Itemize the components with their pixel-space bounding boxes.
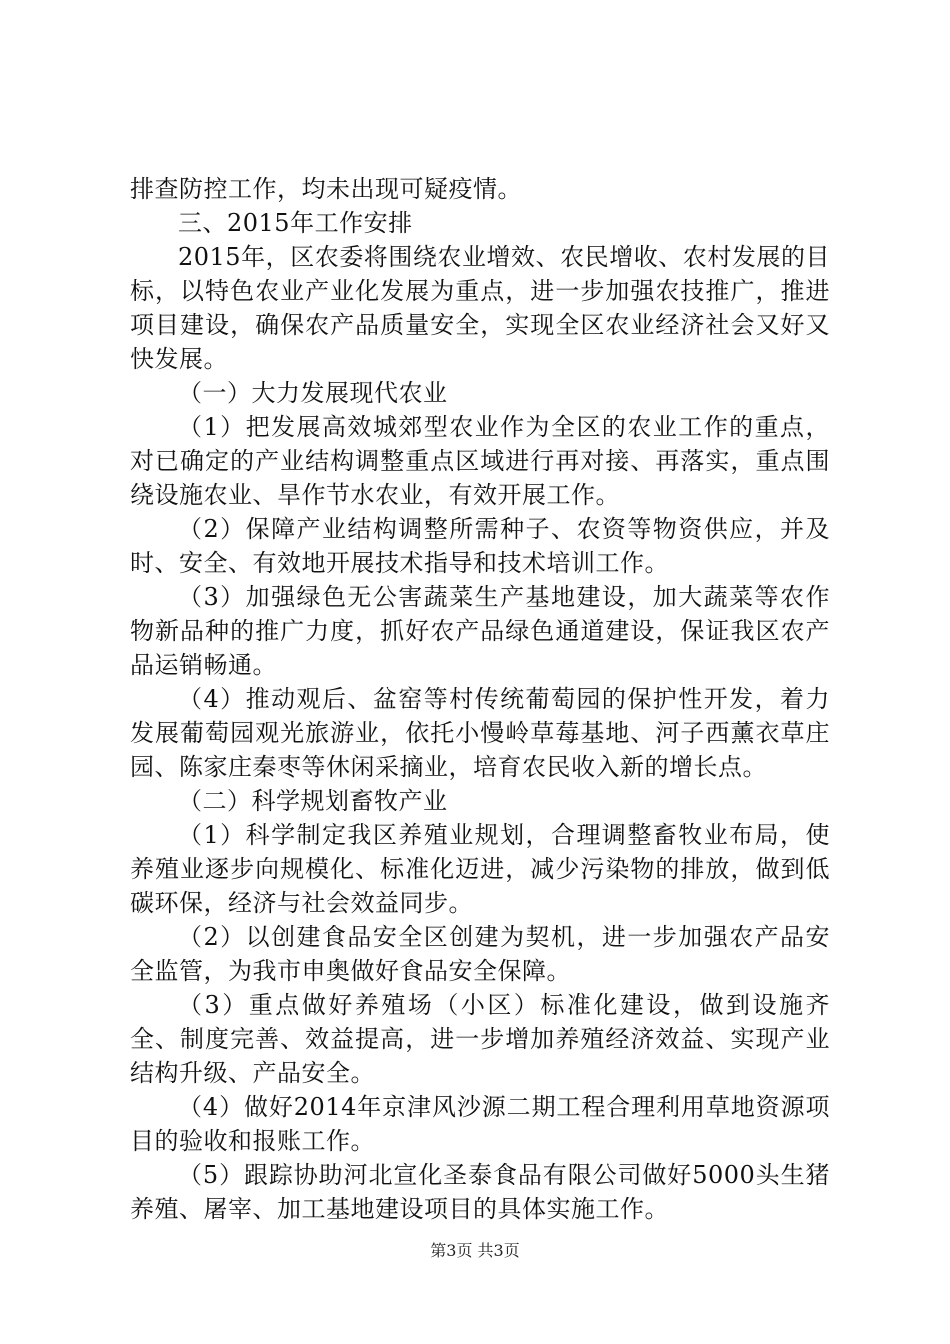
- section-heading-work-plan: 三、2015年工作安排: [178, 209, 413, 237]
- subheading-modern-agriculture: （一）大力发展现代农业: [178, 379, 448, 407]
- list-item-agriculture-4: （4）推动观后、盆窑等村传统葡萄园的保护性开发，着力发展葡萄园观光旅游业，依托小慢岭草莓基地、河子西薰衣草庄园、陈家庄秦枣等休闲采摘业，培育农民收入新的增长点。: [130, 685, 830, 781]
- list-item-livestock-3: （3）重点做好养殖场（小区）标准化建设，做到设施齐全、制度完善、效益提高，进一步增加养殖经济效益、实现产业结构升级、产品安全。: [130, 991, 830, 1087]
- list-item-livestock-2: （2）以创建食品安全区创建为契机，进一步加强农产品安全监管，为我市申奥做好食品安全保障。: [130, 923, 830, 985]
- list-item-agriculture-2: （2）保障产业结构调整所需种子、农资等物资供应，并及时、安全、有效地开展技术指导和技术培训工作。: [130, 515, 830, 577]
- subheading-livestock: （二）科学规划畜牧产业: [178, 787, 448, 815]
- paragraph-overview: 2015年，区农委将围绕农业增效、农民增收、农村发展的目标，以特色农业产业化发展为重点，进一步加强农技推广，推进项目建设，确保农产品质量安全，实现全区农业经济社会又好又快发展。: [130, 243, 830, 373]
- paragraph-continuation: 排查防控工作，均未出现可疑疫情。: [130, 175, 522, 203]
- list-item-livestock-4: （4）做好2014年京津风沙源二期工程合理利用草地资源项目的验收和报账工作。: [130, 1093, 830, 1155]
- list-item-agriculture-1: （1）把发展高效城郊型农业作为全区的农业工作的重点，对已确定的产业结构调整重点区域进行再对接、再落实，重点围绕设施农业、旱作节水农业，有效开展工作。: [130, 413, 830, 509]
- page-number-footer: 第3页 共3页: [430, 1241, 520, 1260]
- document-body: [130, 172, 830, 1226]
- list-item-livestock-1: （1）科学制定我区养殖业规划，合理调整畜牧业布局，使养殖业逐步向规模化、标准化迈进，减少污染物的排放，做到低碳环保，经济与社会效益同步。: [130, 821, 830, 917]
- list-item-agriculture-3: （3）加强绿色无公害蔬菜生产基地建设，加大蔬菜等农作物新品种的推广力度，抓好农产品绿色通道建设，保证我区农产品运销畅通。: [130, 583, 830, 679]
- list-item-livestock-5: （5）跟踪协助河北宣化圣泰食品有限公司做好5000头生猪养殖、屠宰、加工基地建设项目的具体实施工作。: [130, 1161, 830, 1223]
